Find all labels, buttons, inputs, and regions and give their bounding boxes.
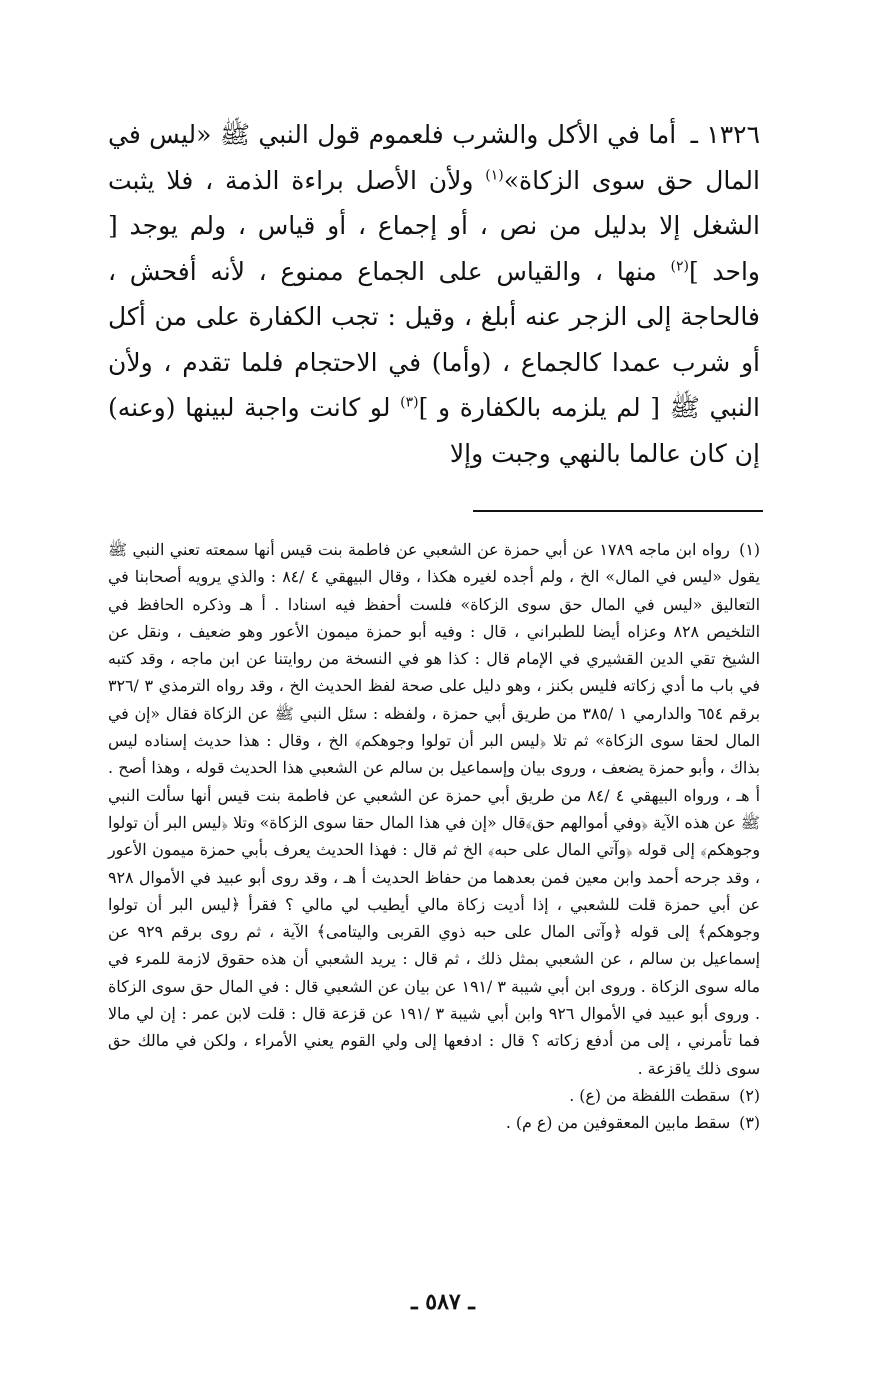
footnote-2 xyxy=(108,1082,760,1109)
page-number: ـ ٥٨٧ ـ xyxy=(411,1289,475,1315)
main-text xyxy=(108,112,760,476)
footnote-number: (٣) xyxy=(739,1113,760,1133)
footnote-separator xyxy=(473,510,763,512)
footnote-text: سقطت اللفظة من (ع) . xyxy=(569,1085,731,1105)
footnotes xyxy=(108,536,760,1137)
footnote-3 xyxy=(108,1109,760,1136)
footnote-1 xyxy=(108,536,760,1082)
paragraph-number: ١٣٢٦ ـ xyxy=(690,120,760,149)
footnote-text: رواه ابن ماجه ١٧٨٩ عن أبي حمزة عن الشعبي عن فاطمة بنت قيس أنها سمعته تعني النبي ﷺ يقول «ليس في المال» الخ ، ولم أجده لغيره هكذا ، وقال البيهقي ٤ /٨٤ : والذي يرويه أصحابنا في التعاليق «ليس في المال حق سوى الزكاة» فلست أحفظ فيه اسنادا . أ هـ وذكره الحافظ في التلخيص ٨٢٨ وعزاه أيضا للطبراني ، قال : وفيه أبو حمزة ميمون الأعور وهو ضعيف ، ونقل عن الشيخ تقي الدين القشيري في الإمام قال : كذا هو في النسخة من روايتنا عن ابن ماجه ، وقد كتبه في باب ما أدي زكاته فليس بكنز ، وهو دليل على صحة لفظ الحديث الخ ، وقد رواه الترمذي ٣ /٣٢٦ برقم ٦٥٤ والدارمي ١ /٣٨٥ من طريق أبي حمزة ، ولفظه : سئل النبي ﷺ عن الزكاة فقال «إن في المال لحقا سوى الزكاة» ثم تلا ﴿ليس البر أن تولوا وجوهكم﴾ الخ ، وقال : هذا حديث إسناده ليس بذاك ، وأبو حمزة يضعف ، وروى بيان وإسماعيل بن سالم عن الشعبي هذا الحديث قوله ، وهذا أصح . أ هـ ، ورواه البيهقي ٤ /٨٤ من طريق أبي حمزة عن الشعبي عن فاطمة بنت قيس أنها سألت النبي ﷺ عن هذه الآية ﴿وفي أموالهم حق﴾قال «إن في هذا المال حقا سوى الزكاة» وتلا ﴿ليس البر أن تولوا وجوهكم﴾ إلى قوله ﴿وآتي المال على حبه﴾ الخ ثم قال : فهذا الحديث يعرف بأبي حمزة ميمون الأعور ، وقد جرحه أحمد وابن معين فمن بعدهما من حفاظ الحديث أ هـ ، وقد روى أبو عبيد في الأموال ٩٢٨ عن أبي حمزة قلت للشعبي ، إذا أديت زكاة مالي أيطيب لي مالي ؟ فقرأ ﴿ليس البر أن تولوا وجوهكم﴾ إلى قوله ﴿وآتى المال على حبه ذوي القربى واليتامى﴾ الآية ، ثم روى برقم ٩٢٩ عن إسماعيل بن سالم ، عن الشعبي بمثل ذلك ، ثم قال : يريد الشعبي أن هذه حقوق لازمة للمرء في ماله سوى الزكاة . وروى ابن أبي شيبة ٣ /١٩١ عن بيان عن الشعبي قال : في المال حق سوى الزكاة . وروى أبو عبيد في الأموال ٩٢٦ وابن أبي شيبة ٣ /١٩١ عن قزعة قال : قلت لابن عمر : إن لي مالا فما تأمرني ، إلى من أدفع زكاته ؟ قال : ادفعها إلى ولي القوم يعني الأمراء ، ولكن في مالك حق سوى ذلك ياقزعة . xyxy=(108,540,761,1078)
main-text-part-4: لو كانت واجبة لبينها (وعنه) إن كان عالما بالنهي وجبت وإلا xyxy=(108,393,760,468)
footnote-number: (٢) xyxy=(739,1085,760,1105)
footnote-ref-3: (٣) xyxy=(400,394,419,411)
footnote-ref-1: (١) xyxy=(485,167,504,184)
footnote-text: سقط مابين المعقوفين من (ع م) . xyxy=(505,1113,731,1133)
main-text-part-2: ولأن الأصل براءة الذمة ، فلا يثبت الشغل إلا بدليل من نص ، أو إجماع ، أو قياس ، ولم يوجد [ واحد ] xyxy=(108,165,760,286)
main-paragraph xyxy=(108,112,760,476)
main-text-part-1: أما في الأكل والشرب فلعموم قول النبي ﷺ «ليس في المال حق سوى الزكاة» xyxy=(108,120,760,195)
main-text-part-3: منها ، والقياس على الجماع ممنوع ، لأنه أفحش ، فالحاجة إلى الزجر عنه أبلغ ، وقيل : تجب الكفارة على من أكل أو شرب عمدا كالجماع ، (وأما) في الاحتجام فلما تقدم ، ولأن النبي ﷺ [ لم يلزمه بالكفارة و ] xyxy=(108,256,760,422)
footnote-ref-2: (٢) xyxy=(670,258,689,275)
footnote-number: (١) xyxy=(739,540,760,559)
